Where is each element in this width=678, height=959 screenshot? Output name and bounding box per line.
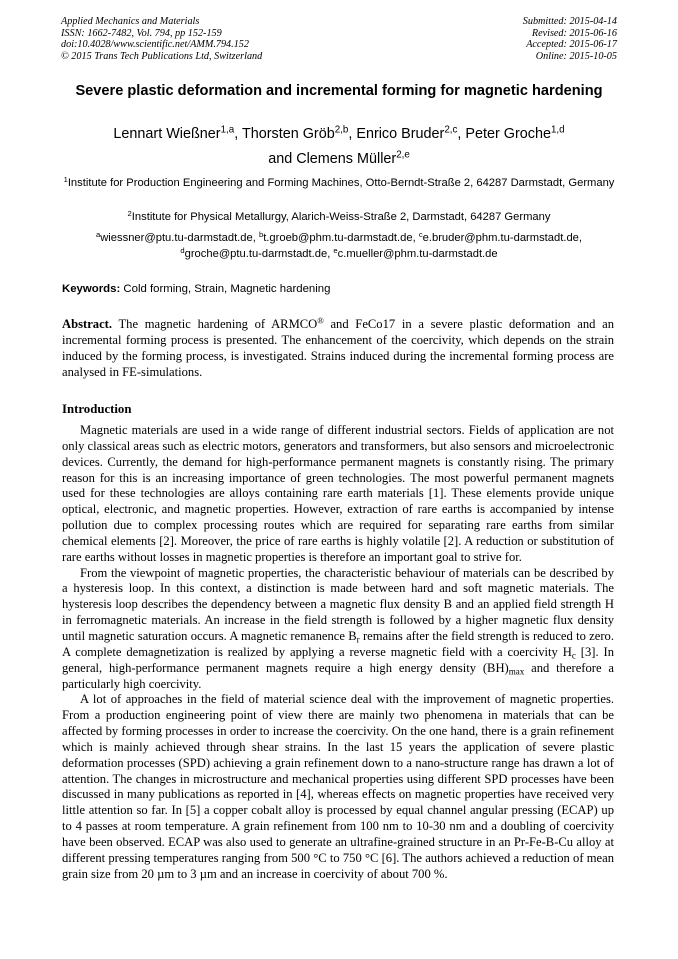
online-date: Online: 2015-10-05: [535, 50, 617, 62]
section-heading-introduction: Introduction: [62, 402, 132, 416]
abstract: Abstract. The magnetic hardening of ARMCO® and FeCo17 in a severe plastic deformation and an incremental forming process is presented. The enhancement of the coercivity, which depends on the strain induced by the forming process, is investigated. Strains induced during the incremental forming process are analysed in FE-simulations.: [62, 315, 614, 379]
journal-header-left: [61, 16, 262, 62]
author-affil-mark: 2,e: [396, 149, 410, 161]
email-address: $^d$groche@ptu.tu-darmstadt.de: [180, 245, 328, 260]
keywords-text: Cold forming, Strain, Magnetic hardening: [120, 283, 331, 295]
doi-line: doi:10.4028/www.scientific.net/AMM.794.152: [61, 39, 249, 51]
author-affil-mark: 2,c: [444, 124, 458, 136]
email-address: $^c$e.bruder@phm.tu-darmstadt.de: [418, 229, 579, 244]
author-name: Thorsten Gröb: [241, 126, 335, 142]
intro-paragraph-1: Magnetic materials are used in a wide range of different industrial sectors. Fields of application are not only classical areas such as electric motors, generators and transformers, but also sensors and microelectronic devices. Currently, the demand for high-performance permanent magnets is constantly rising. The primary reason for this is an increasing importance of green technologies. The most powerful permanent magnets used for these technologies are alloys containing rare earth materials [1]. These elements provide unique optical, electronic, and magnetic properties. However, extraction of rare earths is accompanied by intense pollution due to complex processing routes which are required for separating rare earths from similar chemical elements [2]. Moreover, the price of rare earths is highly volatile [2]. A reduction or substitution of rare earths without losses in magnetic properties is therefore an important goal to strive for.: [62, 423, 614, 564]
issn-line: ISSN: 1662-7482, Vol. 794, pp 152-159: [61, 27, 222, 39]
journal-name: Applied Mechanics and Materials: [61, 16, 200, 27]
email-address: $^b$t.groeb@phm.tu-darmstadt.de: [258, 229, 413, 244]
author-affil-mark: 1,a: [220, 124, 235, 136]
email-address: $^e$c.mueller@phm.tu-darmstadt.de: [333, 245, 498, 260]
affiliation-2: $^2$Institute for Physical Metallurgy, Alarich-Weiss-Straße 2, Darmstadt, 64287 Germany: [127, 208, 551, 223]
author-name: Clemens Müller: [296, 151, 397, 167]
author-affil-mark: 2,b: [334, 124, 349, 136]
author-name: Enrico Bruder: [356, 126, 445, 142]
author-list: Lennart Wießner$^{1,a}$, Thorsten Gröb$^{2,b}$, Enrico Bruder$^{2,c}$, Peter Groche$^{1,d}$ and Clemens Müller$^{2,e}$: [113, 124, 565, 167]
introduction-body: [62, 423, 614, 882]
abstract-label: Abstract.: [62, 317, 113, 331]
copyright-line: © 2015 Trans Tech Publications Ltd, Switzerland: [61, 50, 263, 62]
email-list: $^a$wiessner@ptu.tu-darmstadt.de, $^b$t.groeb@phm.tu-darmstadt.de, $^c$e.bruder@phm.tu-darmstadt.de, $^d$groche@ptu.tu-darmstadt.de, $^e$c.mueller@phm.tu-darmstadt.de: [95, 229, 582, 260]
intro-paragraph-3: A lot of approaches in the field of material science deal with the improvement of magnetic properties. From a production engineering point of view there are mainly two phenomena in materials that can be affected by forming processes in order to increase the coercivity. On the one hand, there is a grain refinement which is mainly achieved through shear strains. In the last 15 years the application of severe plastic deformation processes (SPD) achieving a grain refinement down to a nano-structure range has drawn a lot of attention. The changes in microstructure and mechanical properties using different SPD processes have been discussed in many publications as reported in [4], whereas effects on magnetic properties have received very little attention so far. In [5] a copper cobalt alloy is processed by equal channel angular pressing (ECAP) up to 4 passes at room temperature. A grain refinement from 100 nm to 10-30 nm and a doubling of coercivity have been observed. ECAP was also used to generate an ultrafine-grained structure in an Pr-Fe-B-Cu alloy at different pressing temperatures ranging from 500 °C to 750 °C [6]. The authors achieved a reduction of mean grain size from 20 µm to 3 µm and an increase in coercivity of about 700 %.: [62, 692, 614, 881]
author-joiner: and: [268, 151, 293, 167]
intro-paragraph-2: From the viewpoint of magnetic properties, the characteristic behaviour of materials can be described by a hysteresis loop. In this context, a distinction is made between hard and soft magnetic materials. The hysteresis loop describes the dependency between a magnetic flux density B and an applied field strength H in ferromagnetic materials. An increase in the field strength is followed by a higher magnetic flux density until magnetic saturation occurs. A magnetic remanence $B_r$ remains after the field strength is reduced to zero. A complete demagnetization is realized by applying a reverse magnetic field with a coercivity $H_c$ [3]. In general, high-performance permanent magnets require a high energy density $(BH)_{max}$ and therefore a particularly high coercivity.: [62, 565, 614, 691]
submitted-date: Submitted: 2015-04-14: [522, 16, 617, 27]
author-affil-mark: 1,d: [550, 124, 565, 136]
keywords: [62, 283, 330, 295]
author-name: Lennart Wießner: [113, 126, 221, 142]
revised-date: Revised: 2015-06-16: [531, 27, 617, 39]
affiliation-1: $^1$Institute for Production Engineering and Forming Machines, Otto-Berndt-Straße 2, 64287 Darmstadt, Germany: [63, 174, 615, 189]
keywords-label: Keywords:: [62, 283, 121, 295]
email-address: $^a$wiessner@ptu.tu-darmstadt.de: [95, 229, 253, 244]
accepted-date: Accepted: 2015-06-17: [526, 39, 617, 51]
paper-title: Severe plastic deformation and incremental forming for magnetic hardening: [75, 83, 603, 99]
journal-header-right: [523, 16, 617, 62]
author-name: Peter Groche: [465, 126, 551, 142]
